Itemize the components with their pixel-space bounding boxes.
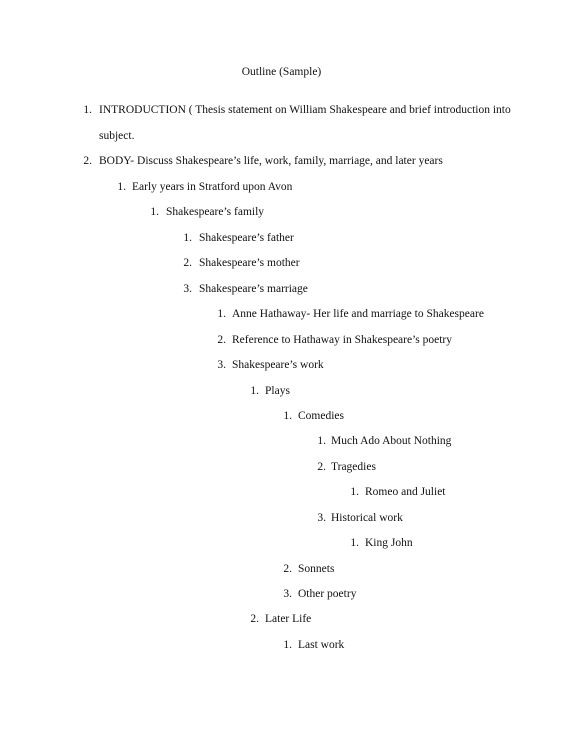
outline-item-text: Other poetry [298, 588, 357, 600]
outline-item-number: 2. [217, 334, 226, 346]
outline-item-number: 3. [317, 512, 326, 524]
outline-item-text: Sonnets [298, 563, 335, 575]
document-title: Outline (Sample) [241, 66, 322, 78]
outline-item-number: 1. [350, 537, 359, 549]
outline-item-text: Shakespeare’s father [199, 232, 294, 244]
outline-item-number: 1. [117, 181, 126, 193]
outline-item-text: Early years in Stratford upon Avon [132, 181, 293, 193]
outline-item-text: Plays [265, 385, 290, 397]
outline-item-number: 1. [250, 385, 259, 397]
outline-item-number: 2. [83, 155, 92, 167]
outline-item-text: subject. [99, 130, 135, 142]
outline-item-text: Anne Hathaway- Her life and marriage to Shakespeare [232, 308, 484, 320]
outline-item-text: King John [365, 537, 413, 549]
outline-item-number: 3. [183, 283, 192, 295]
outline-item-number: 2. [283, 563, 292, 575]
outline-item-number: 3. [283, 588, 292, 600]
outline-item-text: Shakespeare’s work [232, 359, 324, 371]
outline-item-text: Tragedies [331, 461, 376, 473]
outline-item-text: Romeo and Juliet [365, 486, 446, 498]
outline-item-number: 2. [250, 613, 259, 625]
outline-item-number: 1. [317, 435, 326, 447]
outline-item-text: INTRODUCTION ( Thesis statement on William Shakespeare and brief introduction into [99, 104, 511, 116]
outline-item-text: Last work [298, 639, 345, 651]
outline-item-number: 1. [217, 308, 226, 320]
outline-item-text: Reference to Hathaway in Shakespeare’s poetry [232, 334, 453, 346]
outline-item-number: 2. [317, 461, 326, 473]
outline-item-number: 1. [150, 206, 159, 218]
outline-item-text: Shakespeare’s marriage [199, 283, 308, 295]
outline-item-number: 1. [83, 104, 92, 116]
outline-item-text: Much Ado About Nothing [331, 435, 452, 447]
outline-item-number: 1. [183, 232, 192, 244]
outline-item-number: 1. [283, 410, 292, 422]
outline-item-number: 3. [217, 359, 226, 371]
outline-item-text: Shakespeare’s family [166, 206, 265, 218]
outline-item-number: 1. [350, 486, 359, 498]
outline-item-text: Historical work [331, 512, 403, 524]
outline-item-text: Shakespeare’s mother [199, 257, 300, 269]
outline-item-text: BODY- Discuss Shakespeare’s life, work, family, marriage, and later years [99, 155, 443, 167]
outline-item-text: Comedies [298, 410, 344, 422]
outline-item-text: Later Life [265, 613, 312, 625]
outline-item-number: 2. [183, 257, 192, 269]
outline-item-number: 1. [283, 639, 292, 651]
